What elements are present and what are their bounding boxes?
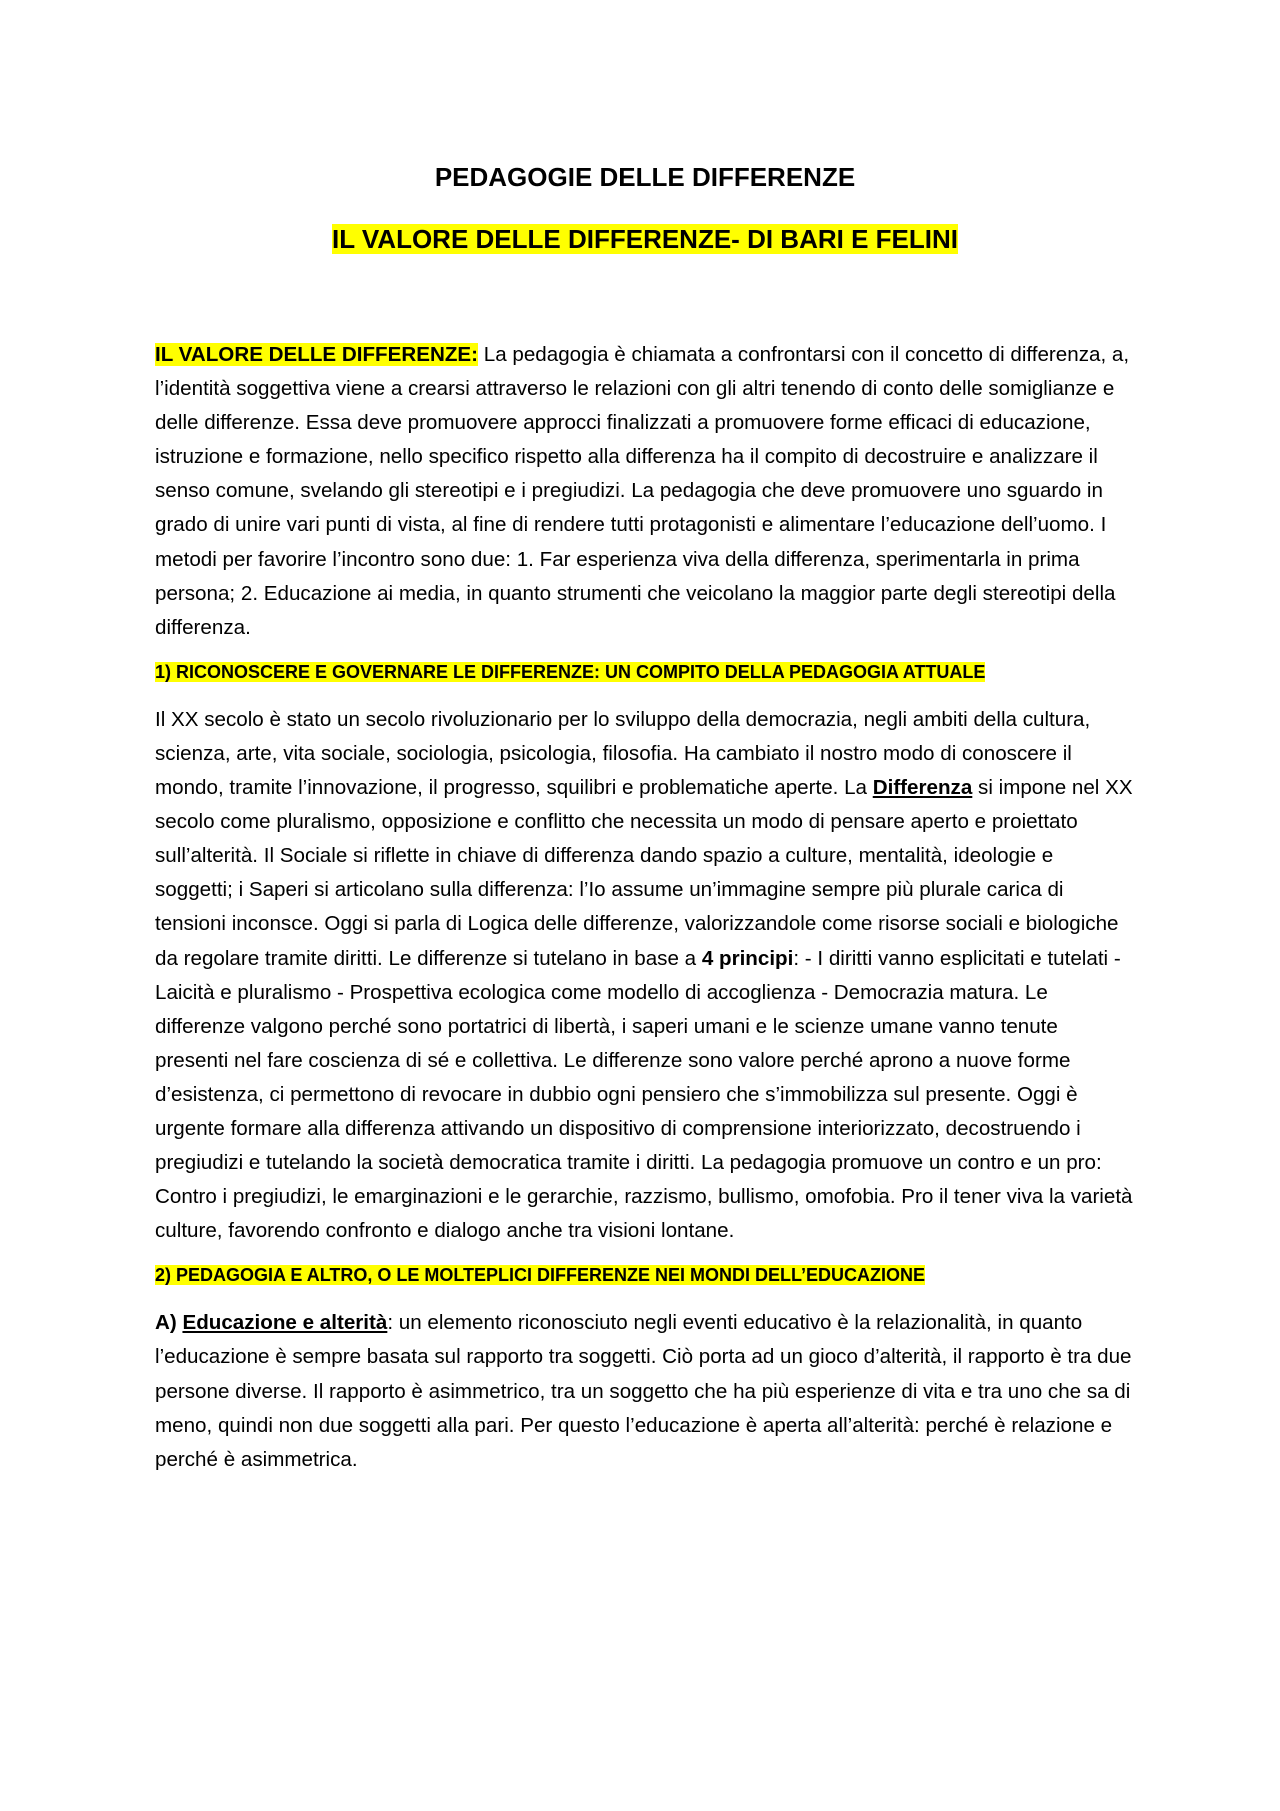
section1-heading-text: 1) RICONOSCERE E GOVERNARE LE DIFFERENZE: UN COMPITO DELLA PEDAGOGIA ATTUALE bbox=[155, 661, 986, 682]
document-page bbox=[155, 160, 1135, 1477]
section1-text-a: Il XX secolo è stato un secolo rivoluzionario per lo sviluppo della democrazia, negli ambiti della cultura, scienza, arte, vita sociale, sociologia, psicologia, filosofia. Ha cambiato il nostro modo di conoscere il mondo, tramite l’innovazione, il progresso, squilibri e problematiche aperte. La bbox=[155, 707, 1091, 800]
document-title bbox=[155, 160, 1135, 194]
intro-paragraph bbox=[155, 338, 1135, 645]
document-subtitle bbox=[155, 222, 1135, 256]
section1-text-b: si impone nel XX secolo come pluralismo, opposizione e conflitto che necessita un modo di pensare aperto e proiettato sull’alterità. Il Sociale si riflette in chiave di differenza dando spazio a culture, mentalità, ideologie e soggetti; i Saperi si articolano sulla differenza: l’Io assume un’immagine sempre più plurale carica di tensioni inconsce. Oggi si parla di Logica delle differenze, valorizzandole come risorse sociali e biologiche da regolare tramite diritti. Le differenze si tutelano in base a bbox=[155, 776, 1133, 970]
section2-paragraph bbox=[155, 1306, 1135, 1476]
section2-term-educazione: Educazione e alterità bbox=[182, 1311, 388, 1335]
document-subtitle-text: IL VALORE DELLE DIFFERENZE- DI BARI E FELINI bbox=[332, 224, 958, 254]
section1-text-c: : - I diritti vanno esplicitati e tutelati - Laicità e pluralismo - Prospettiva ecologica come modello di accoglienza - Democrazia matura. Le differenze valgono perché sono portatrici di libertà, i saperi umani e le scienze umane vanno tenute presenti nel fare coscienza di sé e collettiva. Le differenze sono valore perché aprono a nuove forme d’esistenza, ci permettono di revocare in dubbio ogni pensiero che s’immobilizza sul presente. Oggi è urgente formare alla differenza attivando un dispositivo di comprensione interiorizzato, decostruendo i pregiudizi e tutelando la società democratica tramite i diritti. La pedagogia promuove un contro e un pro: Contro i pregiudizi, le emarginazioni e le gerarchie, razzismo, bullismo, omofobia. Pro il tener viva la varietà culture, favorendo confronto e dialogo anche tra visioni lontane. bbox=[155, 946, 1133, 1243]
section2-heading bbox=[155, 1258, 1135, 1292]
section1-paragraph bbox=[155, 703, 1135, 1249]
intro-label: IL VALORE DELLE DIFFERENZE: bbox=[155, 343, 479, 366]
section1-term-differenza: Differenza bbox=[872, 776, 973, 800]
intro-text: La pedagogia è chiamata a confrontarsi con il concetto di differenza, a, l’identità soggettiva viene a crearsi attraverso le relazioni con gli altri tenendo di conto delle somiglianze e delle differenze. Essa deve promuovere approcci finalizzati a promuovere forme efficaci di educazione, istruzione e formazione, nello specifico rispetto alla differenza ha il compito di decostruire e analizzare il senso comune, svelando gli stereotipi e i pregiudizi. La pedagogia che deve promuovere uno sguardo in grado di unire vari punti di vista, al fine di rendere tutti protagonisti e alimentare l’educazione dell’uomo. I metodi per favorire l’incontro sono due: 1. Far esperienza viva della differenza, sperimentarla in prima persona; 2. Educazione ai media, in quanto strumenti che veicolano la maggior parte degli stereotipi della differenza. bbox=[155, 343, 1130, 639]
section2-text: : un elemento riconosciuto negli eventi educativo è la relazionalità, in quanto l’educazione è sempre basata sul rapporto tra soggetti. Ciò porta ad un gioco d’alterità, il rapporto è tra due persone diverse. Il rapporto è asimmetrico, tra un soggetto che ha più esperienze di vita e tra uno che sa di meno, quindi non due soggetti alla pari. Per questo l’educazione è aperta all’alterità: perché è relazione e perché è asimmetrica. bbox=[155, 1311, 1132, 1471]
section1-heading bbox=[155, 655, 1135, 689]
section2-heading-text: 2) PEDAGOGIA E ALTRO, O LE MOLTEPLICI DIFFERENZE NEI MONDI DELL’EDUCAZIONE bbox=[155, 1265, 926, 1286]
section1-term-principi: 4 principi bbox=[701, 946, 794, 970]
section2-prefix: A) bbox=[155, 1311, 183, 1335]
document-title-text: PEDAGOGIE DELLE DIFFERENZE bbox=[434, 162, 856, 192]
